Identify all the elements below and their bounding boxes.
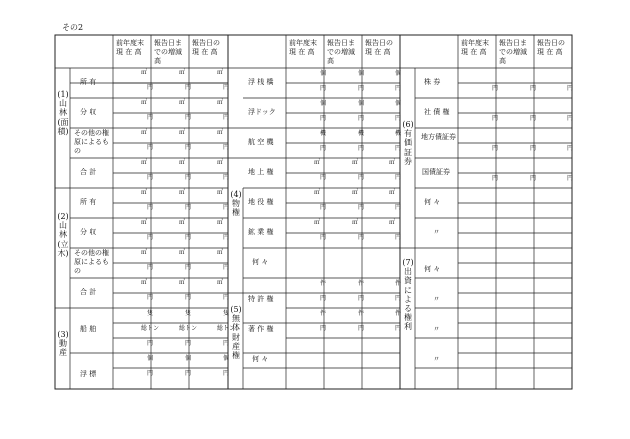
unit-label: ㎡ bbox=[179, 129, 186, 136]
unit-label: 円 bbox=[529, 145, 536, 152]
item-label: 所 有 bbox=[80, 198, 97, 206]
header-current-2: 報告日の現 在 高 bbox=[365, 39, 393, 56]
unit-label: 円 bbox=[394, 85, 401, 92]
unit-label: ㎥ bbox=[141, 219, 148, 226]
unit-label: ㎡ bbox=[141, 99, 148, 106]
header-change-1: 報告日までの増減高 bbox=[154, 39, 182, 65]
unit-label: 件 bbox=[357, 280, 364, 287]
unit-label: 円 bbox=[394, 234, 401, 241]
unit-label: 円 bbox=[146, 204, 153, 211]
unit-label: ㎡ bbox=[141, 159, 148, 166]
unit-label: ㎡ bbox=[389, 189, 396, 196]
item-label: 航 空 機 bbox=[248, 138, 274, 146]
item-label: 船 舶 bbox=[80, 325, 97, 333]
unit-label: ㎡ bbox=[389, 219, 396, 226]
unit-label: 隻 bbox=[146, 310, 153, 317]
unit-label: 円 bbox=[529, 85, 536, 92]
unit-label: ㎥ bbox=[179, 249, 186, 256]
unit-label: 円 bbox=[184, 294, 191, 301]
unit-label: 円 bbox=[566, 115, 573, 122]
section-label-movables: (3) 動産 bbox=[57, 330, 69, 358]
unit-label: 円 bbox=[357, 325, 364, 332]
unit-label: ㎡ bbox=[179, 159, 186, 166]
header-prev-2: 前年度末現 在 高 bbox=[289, 39, 317, 56]
unit-label: 円 bbox=[222, 144, 229, 151]
unit-label: 機 bbox=[319, 130, 326, 137]
unit-label: 個 bbox=[394, 100, 401, 107]
item-label: 地 上 権 bbox=[248, 168, 274, 176]
header-prev-3: 前年度末現 在 高 bbox=[461, 39, 489, 56]
unit-label: 円 bbox=[319, 174, 326, 181]
unit-label: ㎥ bbox=[141, 279, 148, 286]
unit-label: 円 bbox=[146, 174, 153, 181]
unit-label: 円 bbox=[184, 174, 191, 181]
item-label: 社 債 権 bbox=[424, 108, 450, 116]
item-label: 著 作 権 bbox=[248, 325, 274, 333]
item-label: その他の権原によるもの bbox=[74, 249, 109, 275]
unit-label: 円 bbox=[146, 370, 153, 377]
section-label-forest-trees: (2) 山林(立木) bbox=[57, 212, 69, 258]
unit-label: 円 bbox=[491, 145, 498, 152]
unit-label: ㎥ bbox=[217, 279, 224, 286]
unit-label: 円 bbox=[394, 325, 401, 332]
unit-label: 円 bbox=[394, 115, 401, 122]
unit-label: ㎥ bbox=[141, 189, 148, 196]
unit-label: ㎡ bbox=[179, 69, 186, 76]
unit-label: 円 bbox=[357, 85, 364, 92]
unit-label: 個 bbox=[319, 70, 326, 77]
unit-label: ㎡ bbox=[217, 99, 224, 106]
unit-label: 件 bbox=[357, 310, 364, 317]
unit-label: ㎡ bbox=[179, 99, 186, 106]
unit-label: ㎡ bbox=[217, 159, 224, 166]
unit-label: 件 bbox=[319, 310, 326, 317]
unit-label: 個 bbox=[184, 355, 191, 362]
unit-label: 個 bbox=[357, 70, 364, 77]
section-label-forest-area: (1) 山林(面積) bbox=[57, 90, 69, 136]
unit-label: 円 bbox=[357, 174, 364, 181]
unit-label: 個 bbox=[394, 70, 401, 77]
unit-label: ㎥ bbox=[179, 279, 186, 286]
section-label-real-rights: (4) 物 権 bbox=[230, 190, 242, 218]
unit-label: 円 bbox=[319, 85, 326, 92]
item-label: 鉱 業 権 bbox=[248, 228, 274, 236]
unit-label: 円 bbox=[566, 175, 573, 182]
unit-label: 円 bbox=[319, 204, 326, 211]
item-label: 地方債証券 bbox=[421, 133, 456, 141]
item-label: 合 計 bbox=[80, 168, 97, 176]
unit-label: 個 bbox=[146, 355, 153, 362]
header-change-2: 報告日までの増減高 bbox=[327, 39, 355, 65]
unit-label: ㎡ bbox=[217, 129, 224, 136]
unit-label: ㎡ bbox=[314, 189, 321, 196]
item-label: 〃 bbox=[433, 325, 440, 333]
unit-label: 円 bbox=[319, 325, 326, 332]
unit-label: 円 bbox=[146, 114, 153, 121]
unit-label: 円 bbox=[184, 234, 191, 241]
item-label: 分 収 bbox=[80, 228, 97, 236]
unit-label: 円 bbox=[394, 295, 401, 302]
unit-label: 円 bbox=[319, 234, 326, 241]
item-label: 〃 bbox=[433, 228, 440, 236]
unit-label: 円 bbox=[357, 234, 364, 241]
unit-label: 機 bbox=[394, 130, 401, 137]
item-label: 合 計 bbox=[80, 288, 97, 296]
unit-label: ㎥ bbox=[217, 189, 224, 196]
unit-label: 円 bbox=[146, 84, 153, 91]
unit-label: 機 bbox=[357, 130, 364, 137]
unit-label: 総トン bbox=[216, 325, 235, 332]
unit-label: 円 bbox=[357, 145, 364, 152]
unit-label: ㎥ bbox=[217, 219, 224, 226]
unit-label: 総トン bbox=[140, 325, 159, 332]
unit-label: 円 bbox=[529, 175, 536, 182]
unit-label: 個 bbox=[222, 355, 229, 362]
item-label: 〃 bbox=[433, 355, 440, 363]
unit-label: 円 bbox=[357, 295, 364, 302]
unit-label: 円 bbox=[357, 115, 364, 122]
unit-label: 円 bbox=[566, 85, 573, 92]
unit-label: 隻 bbox=[222, 310, 229, 317]
unit-label: ㎡ bbox=[352, 159, 359, 166]
unit-label: 円 bbox=[222, 340, 229, 347]
header-prev-1: 前年度末現 在 高 bbox=[116, 39, 144, 56]
page-label: その2 bbox=[62, 23, 84, 32]
item-label: 何 々 bbox=[252, 355, 269, 363]
unit-label: 件 bbox=[319, 280, 326, 287]
header-current-3: 報告日の現 在 高 bbox=[537, 39, 565, 56]
unit-label: 円 bbox=[491, 85, 498, 92]
item-label: 分 収 bbox=[80, 108, 97, 116]
unit-label: ㎡ bbox=[389, 159, 396, 166]
unit-label: ㎥ bbox=[141, 249, 148, 256]
unit-label: 円 bbox=[146, 264, 153, 271]
item-label: 特 許 権 bbox=[248, 295, 274, 303]
unit-label: ㎡ bbox=[141, 129, 148, 136]
unit-label: 円 bbox=[184, 114, 191, 121]
unit-label: 円 bbox=[222, 370, 229, 377]
section-label-intangible: (5) 無体財産権 bbox=[230, 305, 242, 360]
item-label: 株 券 bbox=[424, 78, 441, 86]
unit-label: 個 bbox=[319, 100, 326, 107]
unit-label: ㎥ bbox=[179, 219, 186, 226]
unit-label: 円 bbox=[146, 294, 153, 301]
unit-label: 円 bbox=[319, 145, 326, 152]
unit-label: 件 bbox=[394, 280, 401, 287]
unit-label: ㎡ bbox=[314, 159, 321, 166]
item-label: 〃 bbox=[433, 295, 440, 303]
unit-label: 円 bbox=[222, 84, 229, 91]
unit-label: ㎥ bbox=[217, 249, 224, 256]
item-label: 浮 標 bbox=[80, 370, 97, 378]
unit-label: 円 bbox=[222, 204, 229, 211]
unit-label: 円 bbox=[319, 115, 326, 122]
unit-label: 円 bbox=[357, 204, 364, 211]
unit-label: 円 bbox=[491, 115, 498, 122]
unit-label: ㎥ bbox=[179, 189, 186, 196]
unit-label: 円 bbox=[222, 234, 229, 241]
unit-label: ㎡ bbox=[141, 69, 148, 76]
unit-label: 円 bbox=[319, 295, 326, 302]
unit-label: 円 bbox=[394, 145, 401, 152]
unit-label: 円 bbox=[184, 84, 191, 91]
unit-label: 円 bbox=[222, 264, 229, 271]
item-label: 何 々 bbox=[424, 265, 441, 273]
unit-label: 円 bbox=[222, 174, 229, 181]
unit-label: 円 bbox=[184, 204, 191, 211]
unit-label: 円 bbox=[566, 145, 573, 152]
unit-label: 円 bbox=[184, 340, 191, 347]
unit-label: 円 bbox=[146, 340, 153, 347]
unit-label: 円 bbox=[529, 115, 536, 122]
unit-label: ㎡ bbox=[314, 219, 321, 226]
unit-label: 隻 bbox=[184, 310, 191, 317]
item-label: その他の権原によるもの bbox=[74, 129, 109, 155]
unit-label: 円 bbox=[146, 234, 153, 241]
item-label: 国債証券 bbox=[422, 168, 450, 176]
item-label: 地 役 権 bbox=[248, 198, 274, 206]
unit-label: 円 bbox=[184, 144, 191, 151]
item-label: 浮 桟 橋 bbox=[248, 78, 274, 86]
unit-label: ㎡ bbox=[352, 219, 359, 226]
unit-label: 円 bbox=[394, 174, 401, 181]
header-change-3: 報告日までの増減高 bbox=[499, 39, 527, 65]
item-label: 浮ドック bbox=[248, 108, 276, 116]
unit-label: 個 bbox=[357, 100, 364, 107]
item-label: 何 々 bbox=[252, 258, 269, 266]
item-label: 何 々 bbox=[424, 198, 441, 206]
unit-label: 円 bbox=[184, 370, 191, 377]
section-label-securities: (6) 有価証券 bbox=[402, 120, 414, 166]
unit-label: 総トン bbox=[178, 325, 197, 332]
item-label: 所 有 bbox=[80, 78, 97, 86]
unit-label: 円 bbox=[491, 175, 498, 182]
header-current-1: 報告日の現 在 高 bbox=[192, 39, 220, 56]
unit-label: 円 bbox=[222, 294, 229, 301]
unit-label: 円 bbox=[394, 204, 401, 211]
section-label-investment: (7) 出資による権利 bbox=[402, 258, 414, 332]
unit-label: ㎡ bbox=[217, 69, 224, 76]
unit-label: ㎡ bbox=[352, 189, 359, 196]
unit-label: 円 bbox=[146, 144, 153, 151]
unit-label: 円 bbox=[222, 114, 229, 121]
unit-label: 円 bbox=[184, 264, 191, 271]
unit-label: 件 bbox=[394, 310, 401, 317]
